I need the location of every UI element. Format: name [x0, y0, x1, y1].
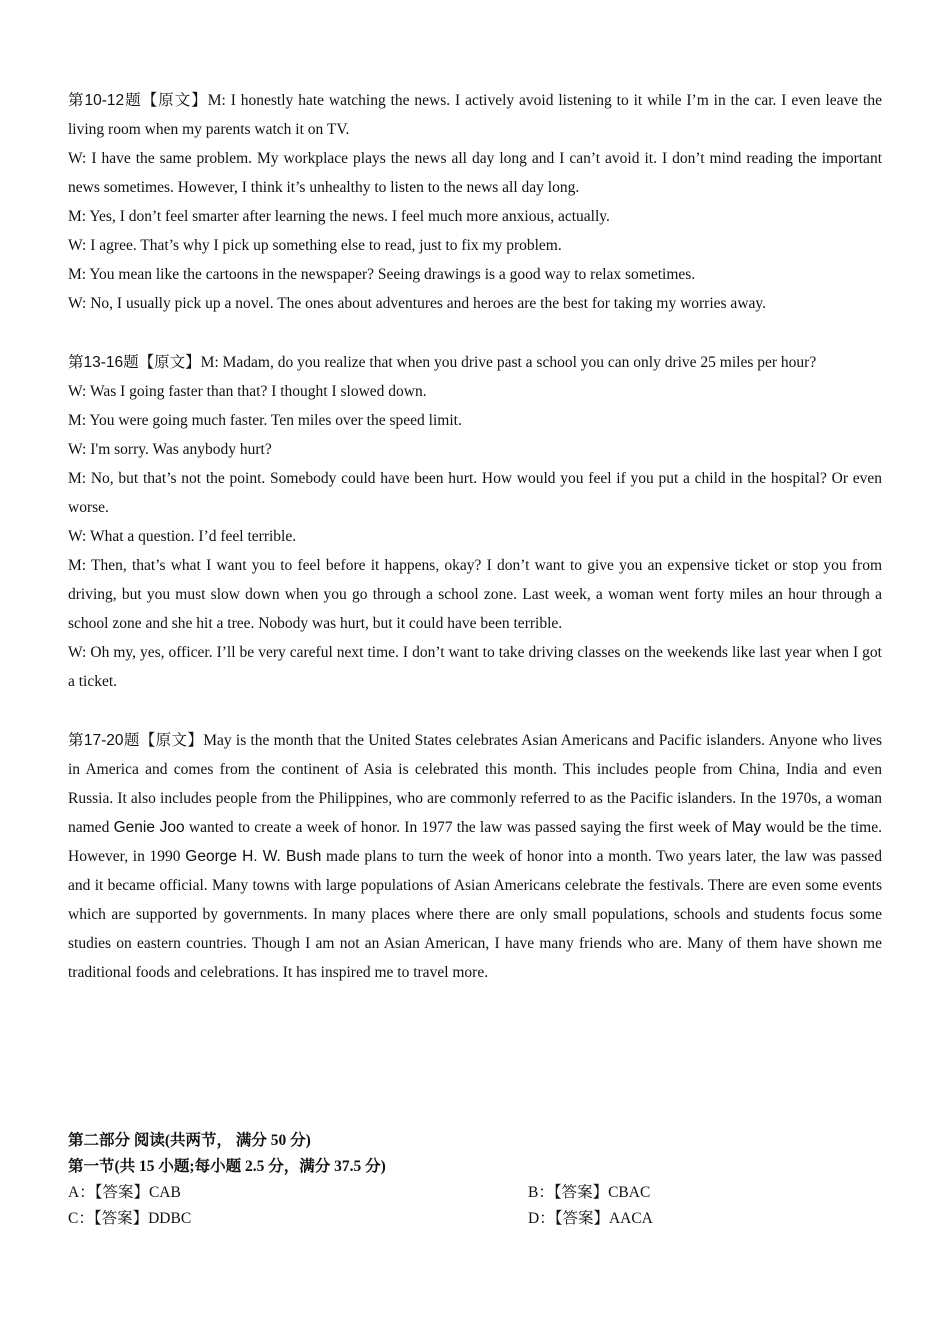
section-tag: 【原文】: [141, 92, 208, 109]
dialog-line: W: I have the same problem. My workplace plays the news all day long and I can’t avoid it. I don’t mind reading the important news sometimes. However, I think it’s unhealthy to listen to the news all day long.: [68, 150, 882, 196]
dialog-line: M: No, but that’s not the point. Somebody could have been hurt. How would you feel if you put a child in the hospital? Or even worse.: [68, 470, 882, 516]
section-label: 第10-12题: [68, 92, 142, 109]
text-run: wanted to create a week of honor. In 1977 the law was passed saying the first week of: [184, 819, 732, 836]
dialog-text: M: Madam, do you realize that when you drive past a school you can only drive 25 miles per hour?: [200, 354, 817, 371]
monologue-paragraph: [68, 726, 882, 987]
dialog-line: M: Then, that’s what I want you to feel before it happens, okay? I don’t want to give you an expensive ticket or stop you from driving, but you must slow down when you go through a school zone. Last week, a woman went forty miles an hour through a school zone and she hit a tree. Nobody was hurt, but it could have been terrible.: [68, 557, 882, 632]
dialog-line: [68, 348, 882, 377]
dialog-line: W: I'm sorry. Was anybody hurt?: [68, 441, 272, 458]
dialog-line: [68, 86, 882, 144]
name-run: Genie Joo: [113, 819, 185, 836]
dialog-line: W: No, I usually pick up a novel. The ones about adventures and heroes are the best for taking my worries away.: [68, 295, 767, 312]
answer-row: [68, 1180, 882, 1206]
answer-d: D：【答案】AACA: [528, 1210, 653, 1227]
section-subtitle: 第一节(共 15 小题;每小题 2.5 分，满分 37.5 分): [68, 1158, 386, 1175]
dialog-line: W: Oh my, yes, officer. I’ll be very careful next time. I don’t want to take driving classes on the weekends like last year when I got a ticket.: [68, 644, 882, 690]
part-title: 第二部分 阅读(共两节， 满分 50 分): [68, 1132, 311, 1149]
transcript-10-12: [68, 86, 882, 318]
answer-row: [68, 1206, 882, 1232]
answer-a: A：【答案】CAB: [68, 1184, 181, 1201]
text-run: May is the month that the United States celebrates Asian Americans and Pacific islanders. Anyone who lives in America and comes from the continent of Asia is celebrated this month. This includes people from China, India and even Russia. It also includes people from the Philippines, who are commonly referred to as the Pacific islanders. In the 1970s, a woman named: [68, 732, 882, 836]
dialog-line: W: I agree. That’s why I pick up something else to read, just to fix my problem.: [68, 237, 562, 254]
name-run: George H. W. Bush: [185, 848, 322, 865]
text-run: made plans to turn the week of honor into a month. Two years later, the law was passed and it became official. Many towns with large populations of Asian Americans celebrate the festivals. There are even some events which are supported by governments. In many places where there are only small populations, schools and students focus some studies on eastern countries. Though I am not an Asian American, I have many friends who are. Many of them have shown me traditional foods and celebrations. It has inspired me to travel more.: [68, 848, 882, 981]
answer-c: C：【答案】DDBC: [68, 1210, 192, 1227]
text-run: would be the time. However, in 1990: [68, 819, 882, 865]
reading-section: [68, 1128, 882, 1232]
transcript-body: [68, 86, 882, 1017]
section-tag: 【原文】: [138, 354, 201, 371]
transcript-17-20: [68, 726, 882, 987]
dialog-line: W: What a question. I’d feel terrible.: [68, 528, 297, 545]
dialog-text: M: I honestly hate watching the news. I actively avoid listening to it while I’m in the car. I even leave the living room when my parents watch it on TV.: [68, 92, 882, 138]
dialog-line: M: You mean like the cartoons in the newspaper? Seeing drawings is a good way to relax sometimes.: [68, 266, 696, 283]
dialog-line: W: Was I going faster than that? I thought I slowed down.: [68, 383, 427, 400]
section-label: 第17-20题: [68, 732, 140, 749]
section-tag: 【原文】: [139, 732, 204, 749]
answer-b: B：【答案】CBAC: [528, 1184, 651, 1201]
section-label: 第13-16题: [68, 354, 139, 371]
name-run: May: [731, 819, 762, 836]
transcript-13-16: [68, 348, 882, 696]
dialog-line: M: Yes, I don’t feel smarter after learning the news. I feel much more anxious, actually.: [68, 208, 610, 225]
dialog-line: M: You were going much faster. Ten miles over the speed limit.: [68, 412, 462, 429]
